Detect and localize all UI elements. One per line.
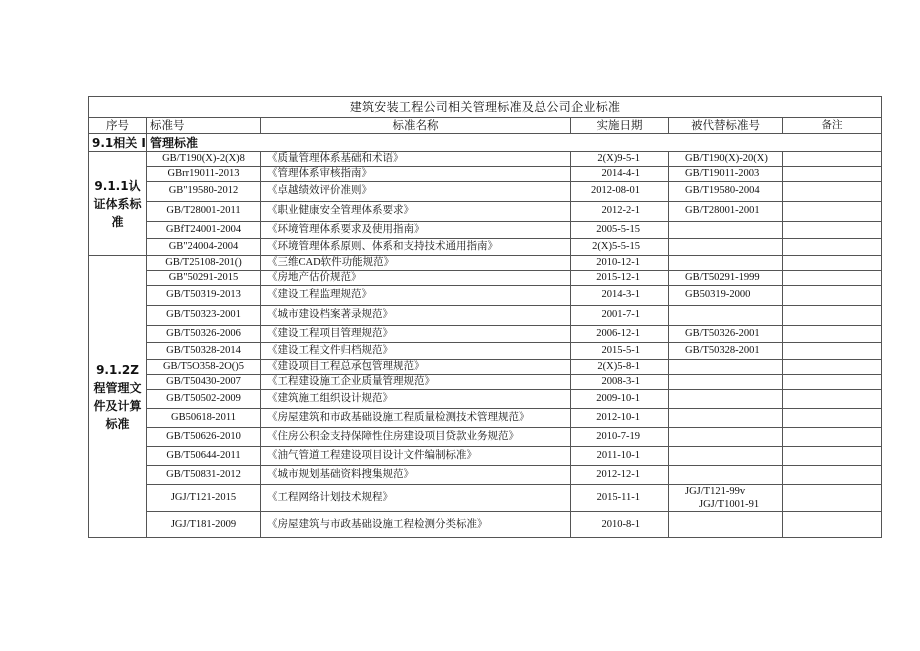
standard-number: JGJ/T181-2009	[147, 512, 261, 538]
replaced-standard: GB50319-2000	[669, 286, 783, 306]
implementation-date: 2012-08-01	[571, 182, 669, 202]
table-row	[89, 152, 882, 167]
replaced-standard: GB/T28001-2001	[669, 202, 783, 222]
implementation-date: 2014-3-1	[571, 286, 669, 306]
implementation-date: 2015-5-1	[571, 343, 669, 360]
standard-number: GB/T50326-2006	[147, 326, 261, 343]
implementation-date: 2010-12-1	[571, 256, 669, 271]
table-row	[89, 167, 882, 182]
standard-name: 《环境管理体系要求及使用指南》	[261, 222, 571, 239]
replaced-standard	[669, 375, 783, 390]
remark-cell	[783, 152, 882, 167]
standard-name: 《工程建设施工企业质量管理规范》	[261, 375, 571, 390]
standard-name: 《房屋建筑与市政基础设施工程检测分类标准》	[261, 512, 571, 538]
replaced-standard	[669, 390, 783, 409]
remark-cell	[783, 390, 882, 409]
section-code: 9.1相关 I	[89, 134, 147, 152]
replaced-standard: GB/T50328-2001	[669, 343, 783, 360]
standard-name: 《管理体系审核指南》	[261, 167, 571, 182]
table-row	[89, 360, 882, 375]
implementation-date: 2010-7-19	[571, 428, 669, 447]
remark-cell	[783, 271, 882, 286]
remark-cell	[783, 409, 882, 428]
standard-number: GBrr19011-2013	[147, 167, 261, 182]
implementation-date: 2012-10-1	[571, 409, 669, 428]
standard-number: GB/T50430-2007	[147, 375, 261, 390]
remark-cell	[783, 182, 882, 202]
replaced-standard	[669, 256, 783, 271]
standard-name: 《油气管道工程建设项目设计文件编制标准》	[261, 447, 571, 466]
implementation-date: 2015-12-1	[571, 271, 669, 286]
table-row	[89, 375, 882, 390]
header-seq: 序号	[89, 118, 147, 134]
replaced-standard-line1: JGJ/T121-99v	[685, 486, 746, 497]
table-row	[89, 306, 882, 326]
standard-number: GB/T50502-2009	[147, 390, 261, 409]
table-row	[89, 326, 882, 343]
remark-cell	[783, 306, 882, 326]
remark-cell	[783, 222, 882, 239]
standard-number: GB/T50319-2013	[147, 286, 261, 306]
replaced-standard	[669, 512, 783, 538]
replaced-standard	[669, 447, 783, 466]
table-row	[89, 390, 882, 409]
standard-name: 《环境管理体系原则、体系和支持技术通用指南》	[261, 239, 571, 256]
table-row	[89, 428, 882, 447]
standard-number: GB/T190(X)-2(X)8	[147, 152, 261, 167]
table-row	[89, 182, 882, 202]
replaced-standard	[669, 222, 783, 239]
implementation-date: 2001-7-1	[571, 306, 669, 326]
table-title: 建筑安装工程公司相关管理标准及总公司企业标准	[89, 97, 882, 118]
standard-number: JGJ/T121-2015	[147, 485, 261, 512]
replaced-standard	[669, 306, 783, 326]
standard-number: GB/T50328-2014	[147, 343, 261, 360]
standard-number: GB/T50644-2011	[147, 447, 261, 466]
implementation-date: 2(X)5-8-1	[571, 360, 669, 375]
header-std-no: 标准号	[147, 118, 261, 134]
replaced-standard: GB/T19580-2004	[669, 182, 783, 202]
table-row	[89, 447, 882, 466]
table-row	[89, 271, 882, 286]
replaced-standard: GB/T50326-2001	[669, 326, 783, 343]
group-label: 9.1.1认证体系标准	[89, 152, 147, 256]
header-remark: 备注	[783, 118, 882, 134]
standard-number: GB/T28001-2011	[147, 202, 261, 222]
standard-name: 《三维CAD软件功能规范》	[261, 256, 571, 271]
replaced-standard	[669, 239, 783, 256]
implementation-date: 2005-5-15	[571, 222, 669, 239]
standards-table	[88, 96, 882, 538]
table-row	[89, 343, 882, 360]
remark-cell	[783, 375, 882, 390]
group-label: 9.1.2Z程管理文件及计算标准	[89, 256, 147, 538]
replaced-standard: GB/T19011-2003	[669, 167, 783, 182]
standard-name: 《工程网络计划技术规程》	[261, 485, 571, 512]
implementation-date: 2009-10-1	[571, 390, 669, 409]
standard-name: 《建设工程监理规范》	[261, 286, 571, 306]
remark-cell	[783, 326, 882, 343]
implementation-date: 2(X)9-5-1	[571, 152, 669, 167]
remark-cell	[783, 466, 882, 485]
table-row	[89, 485, 882, 512]
table-row	[89, 286, 882, 306]
replaced-standard	[669, 428, 783, 447]
replaced-standard: GB/T190(X)-20(X)	[669, 152, 783, 167]
table-row	[89, 239, 882, 256]
standard-number: GB50618-2011	[147, 409, 261, 428]
remark-cell	[783, 512, 882, 538]
table-row	[89, 512, 882, 538]
standard-name: 《卓越绩效评价准则》	[261, 182, 571, 202]
standard-name: 《房屋建筑和市政基础设施工程质量检测技术管理规范》	[261, 409, 571, 428]
table-row	[89, 202, 882, 222]
header-impl-date: 实施日期	[571, 118, 669, 134]
standard-number: GBfT24001-2004	[147, 222, 261, 239]
remark-cell	[783, 202, 882, 222]
standard-name: 《质量管理体系基础和术语》	[261, 152, 571, 167]
implementation-date: 2010-8-1	[571, 512, 669, 538]
implementation-date: 2012-2-1	[571, 202, 669, 222]
implementation-date: 2014-4-1	[571, 167, 669, 182]
standard-name: 《建设工程项目管理规范》	[261, 326, 571, 343]
remark-cell	[783, 239, 882, 256]
implementation-date: 2015-11-1	[571, 485, 669, 512]
standard-name: 《房地产估价规范》	[261, 271, 571, 286]
remark-cell	[783, 360, 882, 375]
standard-name: 《建设工程文件归档规范》	[261, 343, 571, 360]
header-row	[89, 118, 882, 134]
implementation-date: 2006-12-1	[571, 326, 669, 343]
replaced-standard	[669, 409, 783, 428]
implementation-date: 2011-10-1	[571, 447, 669, 466]
remark-cell	[783, 167, 882, 182]
remark-cell	[783, 485, 882, 512]
implementation-date: 2(X)5-5-15	[571, 239, 669, 256]
replaced-standard-line2: JGJ/T1001-91	[699, 499, 760, 511]
table-row	[89, 256, 882, 271]
title-row	[89, 97, 882, 118]
standard-number: GB"24004-2004	[147, 239, 261, 256]
remark-cell	[783, 286, 882, 306]
table-row	[89, 222, 882, 239]
replaced-standard	[669, 466, 783, 485]
standard-number: GB"50291-2015	[147, 271, 261, 286]
replaced-standard: GB/T50291-1999	[669, 271, 783, 286]
remark-cell	[783, 428, 882, 447]
table-row	[89, 466, 882, 485]
standard-number: GB/T25108-201()	[147, 256, 261, 271]
standard-number: GB/T5O358-2O()5	[147, 360, 261, 375]
standard-number: GB/T50831-2012	[147, 466, 261, 485]
standard-name: 《职业健康安全管理体系要求》	[261, 202, 571, 222]
replaced-standard	[669, 360, 783, 375]
standard-name: 《建筑施工组织设计规范》	[261, 390, 571, 409]
header-replaced: 被代替标准号	[669, 118, 783, 134]
standard-name: 《城市规划基础资料搜集规范》	[261, 466, 571, 485]
section-title: 管理标准	[147, 134, 882, 152]
header-std-name: 标准名称	[261, 118, 571, 134]
standard-number: GB/T50323-2001	[147, 306, 261, 326]
implementation-date: 2012-12-1	[571, 466, 669, 485]
table-row	[89, 409, 882, 428]
standard-number: GB/T50626-2010	[147, 428, 261, 447]
standard-name: 《住房公积金支持保障性住房建设项目贷款业务规范》	[261, 428, 571, 447]
replaced-standard	[669, 485, 783, 512]
standard-name: 《城市建设档案著录规范》	[261, 306, 571, 326]
standard-number: GB"19580-2012	[147, 182, 261, 202]
remark-cell	[783, 343, 882, 360]
remark-cell	[783, 256, 882, 271]
section-row	[89, 134, 882, 152]
standard-name: 《建设项目工程总承包管理规范》	[261, 360, 571, 375]
remark-cell	[783, 447, 882, 466]
implementation-date: 2008-3-1	[571, 375, 669, 390]
